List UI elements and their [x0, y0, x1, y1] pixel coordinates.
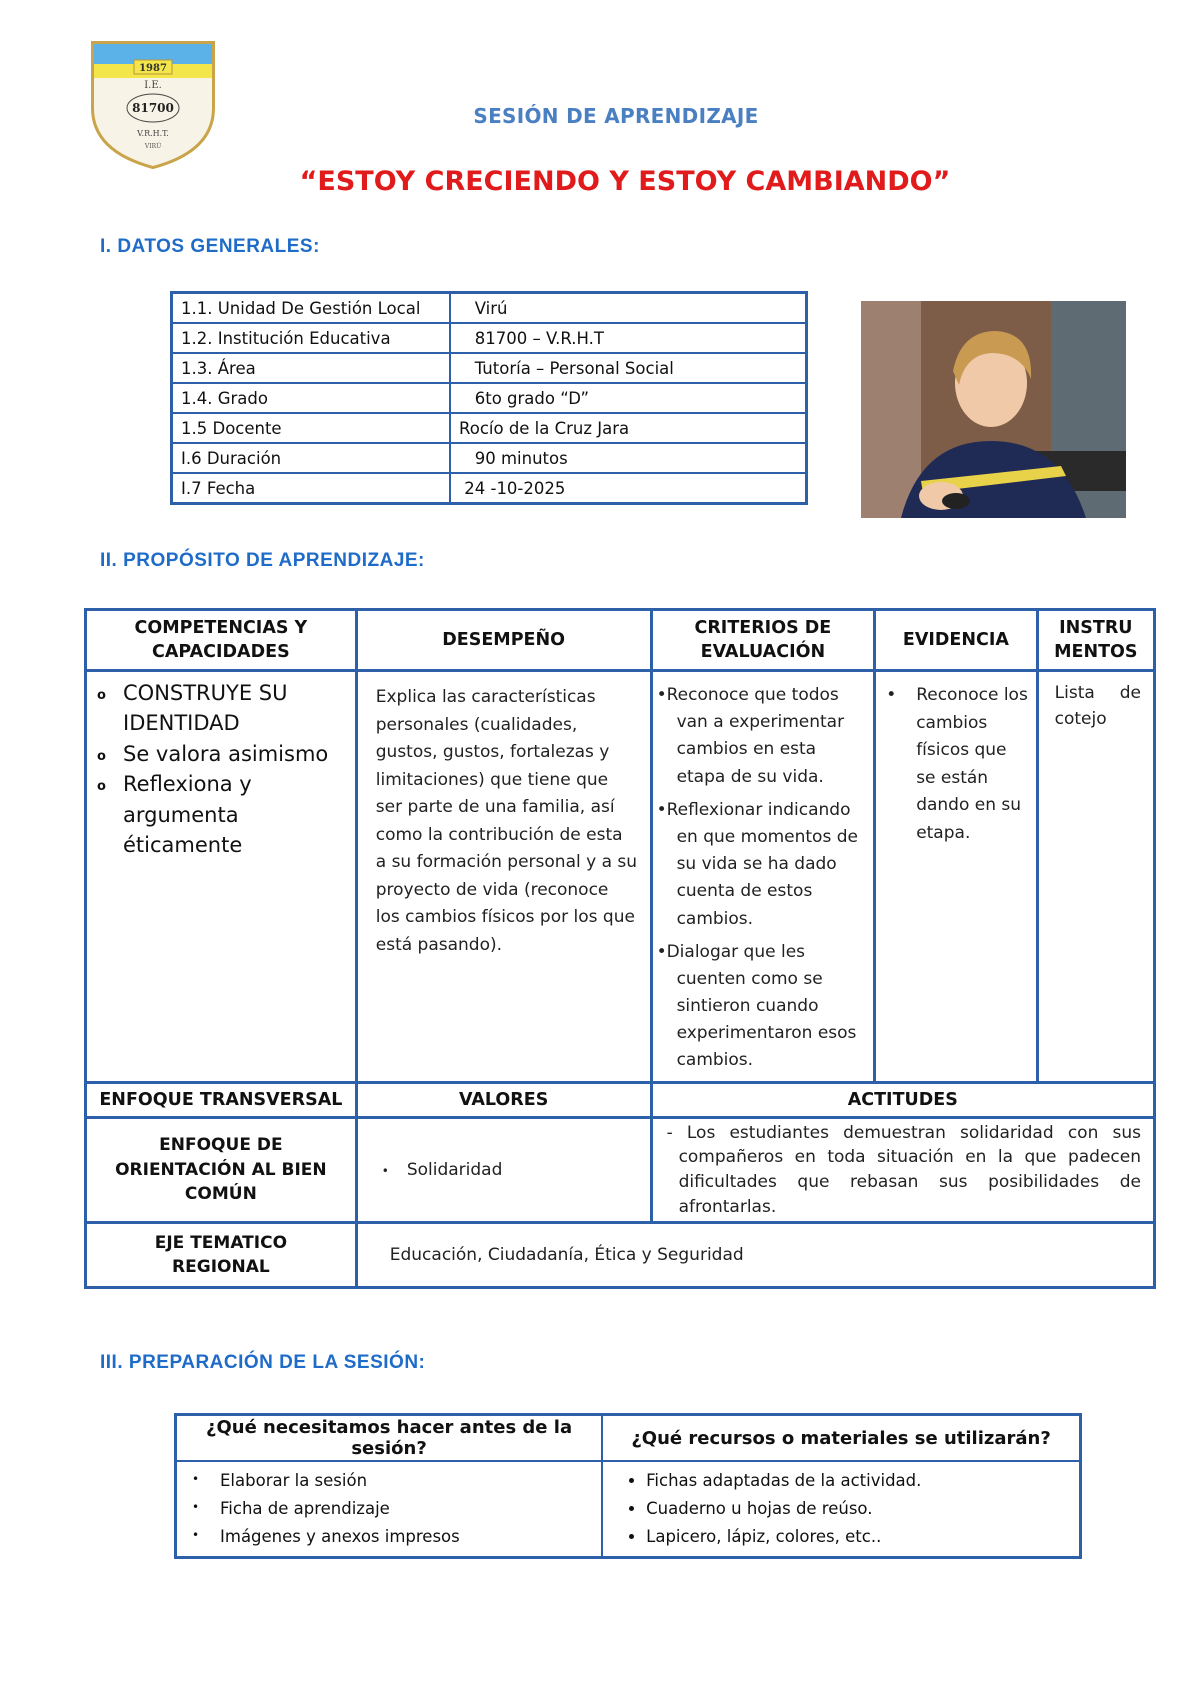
general-data-label: 1.5 Docente — [172, 413, 451, 443]
preparation-table — [174, 1413, 1082, 1559]
criterio-item: •Dialogar que les cuenten como se sintieron cuando experimentaron esos cambios. — [656, 941, 857, 1071]
general-data-value: Virú — [450, 293, 807, 324]
enfoque-value: ENFOQUE DE ORIENTACIÓN AL BIEN COMÚN — [86, 1117, 357, 1223]
competencias-cell — [86, 671, 357, 1083]
list-item: • Imágenes y anexos impresos — [220, 1523, 600, 1551]
list-item: • Lapicero, lápiz, colores, etc.. — [646, 1523, 1078, 1551]
list-item: • Fichas adaptadas de la actividad. — [646, 1467, 1078, 1495]
general-data-label: 1.3. Área — [172, 353, 451, 383]
general-data-value: Rocío de la Cruz Jara — [450, 413, 807, 443]
page-title: “ESTOY CRECIENDO Y ESTOY CAMBIANDO” — [299, 166, 951, 197]
general-data-row — [172, 383, 807, 413]
eje-value: Educación, Ciudadanía, Ética y Seguridad — [356, 1223, 1154, 1288]
general-data-label: 1.2. Institución Educativa — [172, 323, 451, 353]
learning-purpose-table — [84, 608, 1156, 1289]
general-data-label: I.7 Fecha — [172, 473, 451, 504]
general-data-row — [172, 293, 807, 324]
section-heading-datos: I. DATOS GENERALES: — [100, 236, 320, 257]
general-data-value: 6to grado “D” — [450, 383, 807, 413]
criterio-item: •Reconoce que todos van a experimentar cambios en esta etapa de su vida. — [656, 685, 845, 787]
general-data-label: I.6 Duración — [172, 443, 451, 473]
section-heading-preparacion: III. PREPARACIÓN DE LA SESIÓN: — [100, 1352, 426, 1373]
desempeno-cell: Explica las características personales (cualidades, gustos, gustos, fortalezas y limitaciones) que tiene que ser parte de una familia, así como la contribución de esta a su formación personal y a su proyecto de vida (reconoce los cambios físicos por los que está pasando). — [356, 671, 651, 1083]
evidencia-text: Reconoce los cambios físicos que se están dando en su etapa. — [916, 685, 1028, 843]
actitud-value: - Los estudiantes demuestran solidaridad con sus compañeros en toda situación en la que padecen dificultades que rebasan sus posibilidades de afrontarlas. — [651, 1117, 1154, 1223]
competencia-item: o CONSTRUYE SU IDENTIDAD — [97, 681, 288, 736]
header-instrumentos: INSTRU MENTOS — [1037, 610, 1154, 671]
valores-header: VALORES — [356, 1082, 651, 1117]
page-subtitle: SESIÓN DE APRENDIZAJE — [473, 104, 759, 128]
valor-value: Solidaridad — [406, 1159, 503, 1180]
general-data-row — [172, 353, 807, 383]
criterios-cell — [651, 671, 875, 1083]
evidencia-cell: • Reconoce los cambios físicos que se están dando en su etapa. — [875, 671, 1037, 1083]
general-data-row — [172, 323, 807, 353]
general-data-row — [172, 413, 807, 443]
general-data-value: 24 -10-2025 — [450, 473, 807, 504]
criterio-item: •Reflexionar indicando en que momentos de su vida se ha dado cuenta de estos cambios. — [656, 799, 858, 929]
general-data-value: 81700 – V.R.H.T — [450, 323, 807, 353]
svg-text:V.R.H.T.: V.R.H.T. — [137, 129, 169, 138]
prep-resources-list — [602, 1461, 1080, 1558]
child-computer-photo — [861, 301, 1126, 518]
general-data-row — [172, 443, 807, 473]
general-data-value: 90 minutos — [450, 443, 807, 473]
competencia-item: o Reflexiona y argumenta éticamente — [97, 772, 252, 858]
svg-text:81700: 81700 — [132, 101, 174, 115]
list-item: • Ficha de aprendizaje — [220, 1495, 600, 1523]
instrumentos-cell: Lista de cotejo — [1037, 671, 1154, 1083]
logo-year: 1987 — [139, 63, 167, 74]
actitudes-header: ACTITUDES — [651, 1082, 1154, 1117]
list-item: • Elaborar la sesión — [220, 1467, 600, 1495]
header-competencias: COMPETENCIAS Y CAPACIDADES — [86, 610, 357, 671]
general-data-table — [170, 291, 808, 505]
prep-header-resources: ¿Qué recursos o materiales se utilizarán? — [602, 1415, 1080, 1462]
general-data-row — [172, 473, 807, 504]
list-item: • Cuaderno u hojas de reúso. — [646, 1495, 1078, 1523]
eje-label: EJE TEMATICO REGIONAL — [86, 1223, 357, 1288]
enfoque-header: ENFOQUE TRANSVERSAL — [86, 1082, 357, 1117]
svg-text:I.E.: I.E. — [144, 80, 162, 91]
header-criterios: CRITERIOS DE EVALUACIÓN — [651, 610, 875, 671]
section-heading-proposito: II. PROPÓSITO DE APRENDIZAJE: — [100, 550, 425, 571]
general-data-value: Tutoría – Personal Social — [450, 353, 807, 383]
prep-before-list — [176, 1461, 603, 1558]
competencia-item: o Se valora asimismo — [97, 741, 329, 766]
prep-header-before: ¿Qué necesitamos hacer antes de la sesión? — [176, 1415, 603, 1462]
header-evidencia: EVIDENCIA — [875, 610, 1037, 671]
general-data-label: 1.4. Grado — [172, 383, 451, 413]
general-data-label: 1.1. Unidad De Gestión Local — [172, 293, 451, 324]
svg-text:VIRÚ: VIRÚ — [144, 143, 162, 150]
header-desempeno: DESEMPEÑO — [356, 610, 651, 671]
valor-cell: • Solidaridad — [356, 1117, 651, 1223]
